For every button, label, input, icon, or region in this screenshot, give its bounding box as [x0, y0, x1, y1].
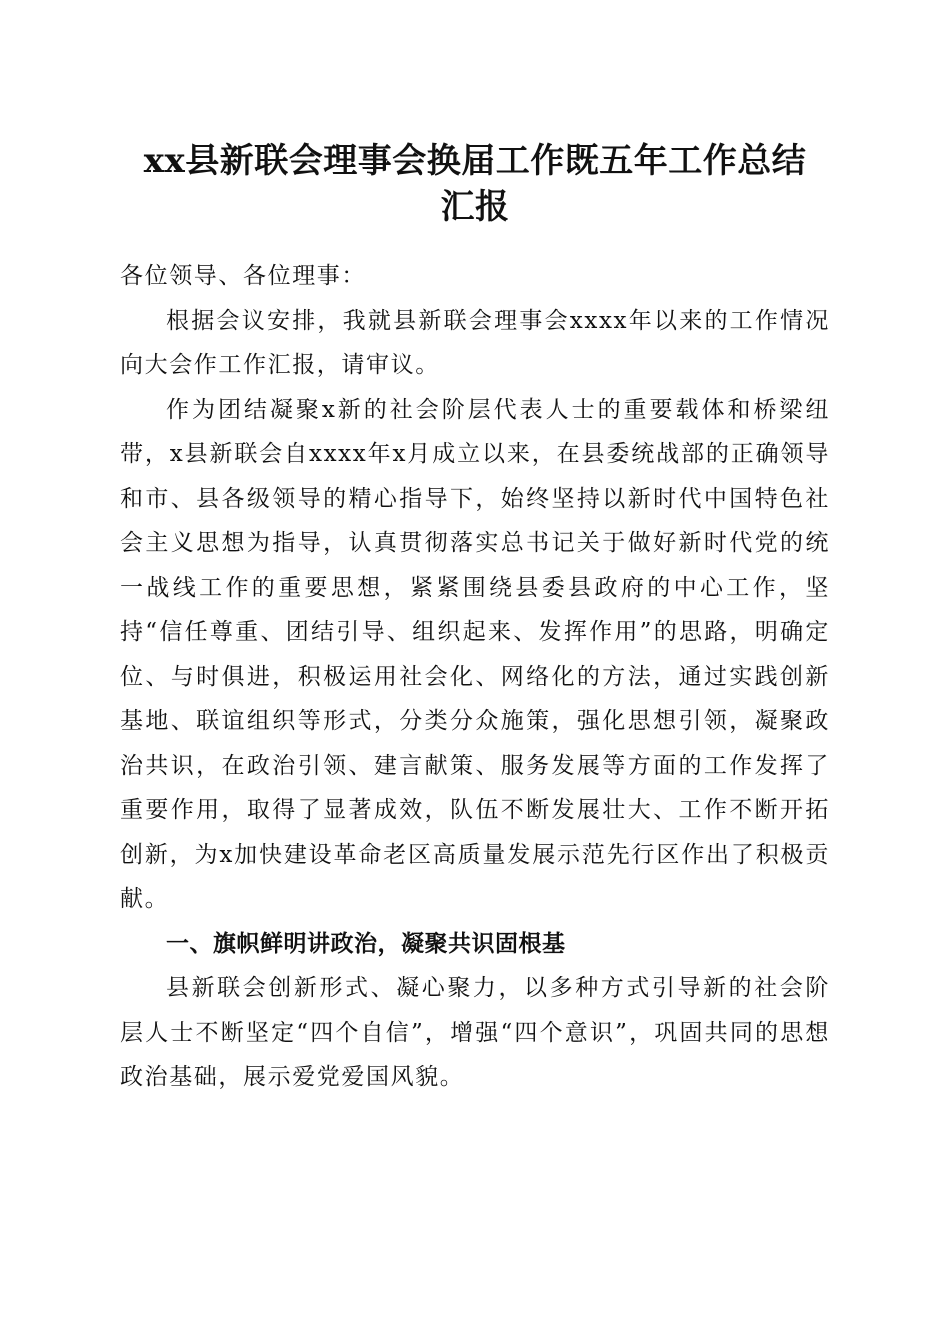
paragraph-intro: 根据会议安排，我就县新联会理事会xxxx年以来的工作情况向大会作工作汇报，请审议。 — [120, 307, 830, 378]
paragraph-overview: 作为团结凝聚x新的社会阶层代表人士的重要载体和桥梁纽带，x县新联会自xxxx年x月成立以来，在县委统战部的正确领导和市、县各级领导的精心指导下，始终坚持以新时代中国特色社会主义思想为指导，认真贯彻落实总书记关于做好新时代党的统一战线工作的重要思想，紧紧围绕县委县政府的中心工作，坚持“信任尊重、团结引导、组织起来、发挥作用”的思路，明确定位、与时俱进，积极运用社会化、网络化的方法，通过实践创新基地、联谊组织等形式，分类分众施策，强化思想引领，凝聚政治共识，在政治引领、建言献策、服务发展等方面的工作发挥了重要作用，取得了显著成效，队伍不断发展壮大、工作不断开拓创新，为x加快建设革命老区高质量发展示范先行区作出了积极贡献。 — [120, 396, 830, 912]
title-line-1: xx县新联会理事会换届工作既五年工作总结 — [143, 141, 807, 181]
section-heading-1: 一、旗帜鲜明讲政治，凝聚共识固根基 — [166, 930, 566, 957]
salutation: 各位领导、各位理事： — [120, 263, 366, 289]
section-1-paragraph: 县新联会创新形式、凝心聚力，以多种方式引导新的社会阶层人士不断坚定“四个自信”，增强“四个意识”，巩固共同的思想政治基础，展示爱党爱国风貌。 — [120, 975, 830, 1090]
title-line-2: 汇报 — [440, 187, 510, 227]
document-body — [120, 254, 830, 1100]
document-title — [90, 138, 860, 230]
